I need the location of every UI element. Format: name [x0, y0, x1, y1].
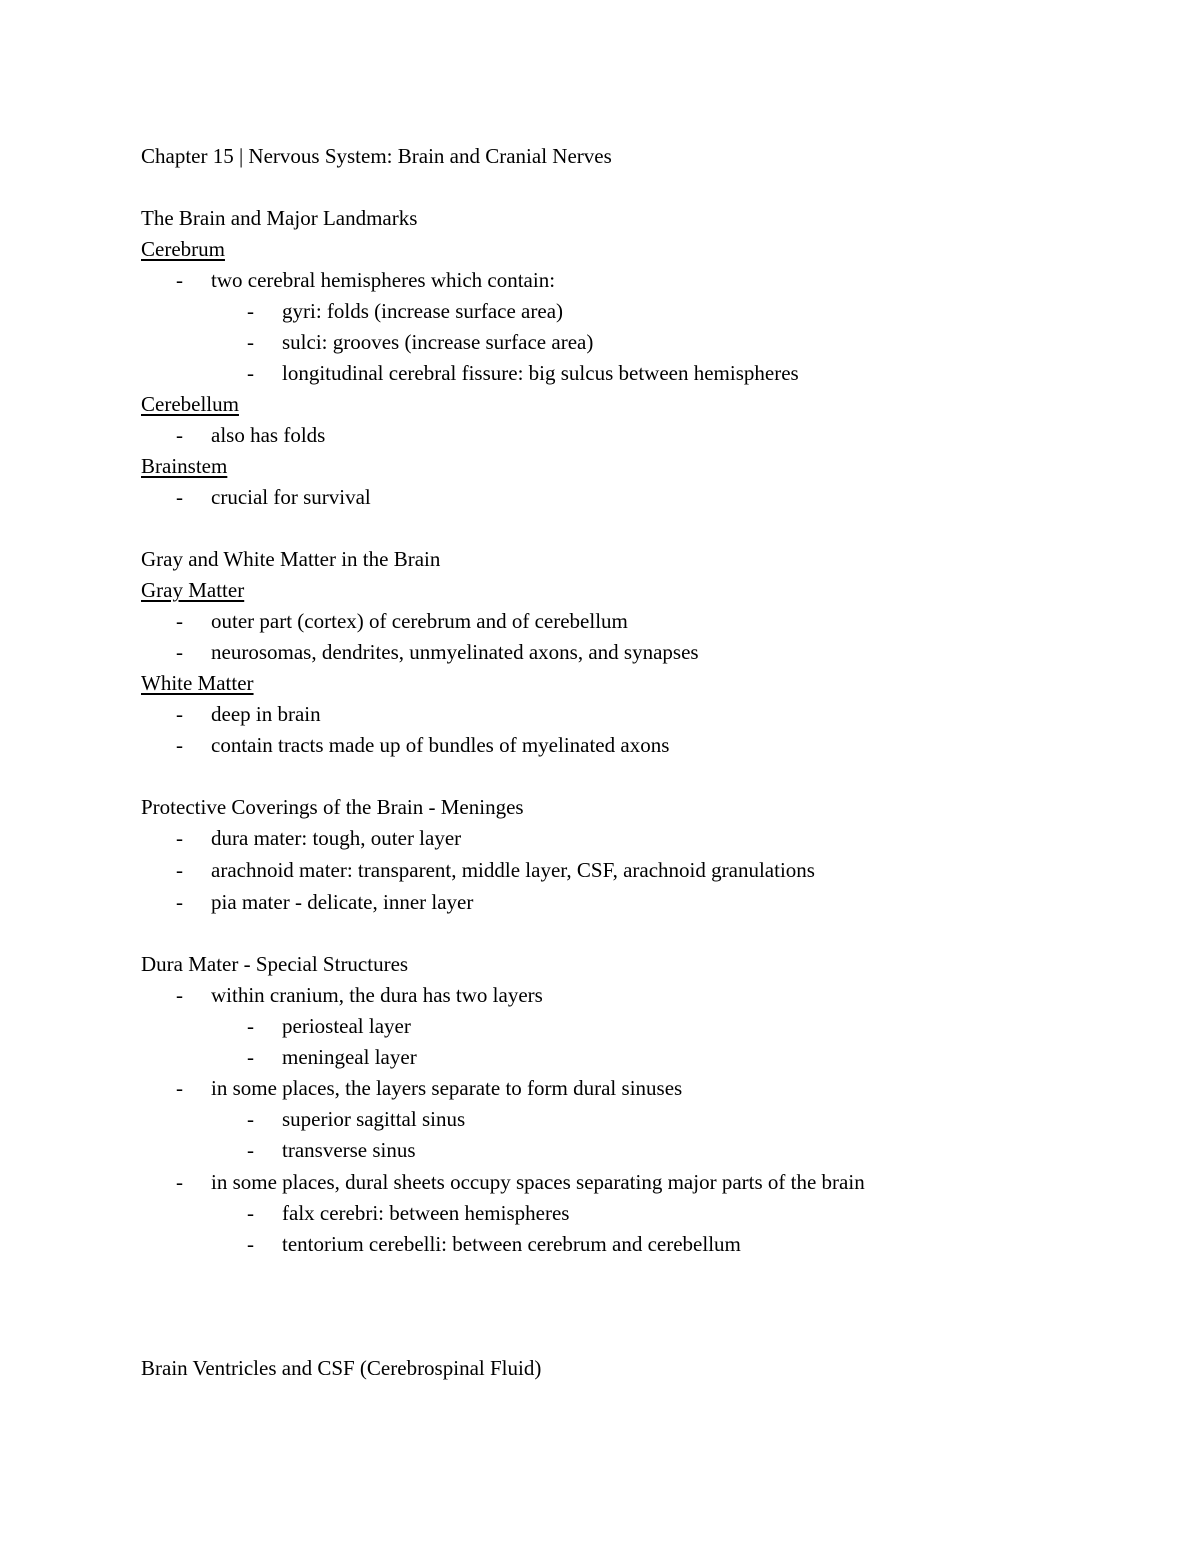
- section-heading: The Brain and Major Landmarks: [141, 206, 418, 230]
- bullet-dash: -: [176, 268, 183, 292]
- bullet-dash: -: [176, 1076, 183, 1100]
- section-heading: Protective Coverings of the Brain - Meninges: [141, 795, 524, 819]
- subsection-heading: Brainstem: [141, 454, 228, 478]
- list-item-text: arachnoid mater: transparent, middle layer, CSF, arachnoid granulations: [211, 858, 815, 882]
- bullet-dash: -: [176, 1170, 183, 1194]
- subsection-heading: Gray Matter: [141, 578, 245, 602]
- bullet-dash: -: [176, 826, 183, 850]
- list-item-text: contain tracts made up of bundles of myelinated axons: [211, 733, 670, 757]
- bullet-dash: -: [247, 1107, 254, 1131]
- bullet-dash: -: [176, 702, 183, 726]
- list-item-text: superior sagittal sinus: [282, 1107, 466, 1131]
- bullet-dash: -: [247, 361, 254, 385]
- bullet-dash: -: [247, 330, 254, 354]
- list-item-text: falx cerebri: between hemispheres: [282, 1201, 570, 1225]
- list-item-text: crucial for survival: [211, 485, 371, 509]
- bullet-dash: -: [247, 1045, 254, 1069]
- list-item-text: gyri: folds (increase surface area): [282, 299, 564, 323]
- list-item-text: meningeal layer: [282, 1045, 417, 1069]
- list-item-text: pia mater - delicate, inner layer: [211, 890, 474, 914]
- subsection-heading: Cerebellum: [141, 392, 239, 416]
- bullet-dash: -: [176, 890, 183, 914]
- bullet-dash: -: [176, 609, 183, 633]
- bullet-dash: -: [176, 485, 183, 509]
- section-heading: Gray and White Matter in the Brain: [141, 547, 441, 571]
- bullet-dash: -: [247, 299, 254, 323]
- list-item-text: longitudinal cerebral fissure: big sulcus between hemispheres: [282, 361, 799, 385]
- section-heading: Brain Ventricles and CSF (Cerebrospinal Fluid): [141, 1356, 542, 1380]
- bullet-dash: -: [176, 983, 183, 1007]
- subsection-heading: Cerebrum: [141, 237, 225, 261]
- bullet-dash: -: [247, 1201, 254, 1225]
- list-item-text: tentorium cerebelli: between cerebrum and cerebellum: [282, 1232, 741, 1256]
- bullet-dash: -: [176, 423, 183, 447]
- list-item-text: two cerebral hemispheres which contain:: [211, 268, 556, 292]
- bullet-dash: -: [247, 1138, 254, 1162]
- list-item-text: periosteal layer: [282, 1014, 411, 1038]
- list-item-text: sulci: grooves (increase surface area): [282, 330, 594, 354]
- list-item-text: neurosomas, dendrites, unmyelinated axons, and synapses: [211, 640, 699, 664]
- list-item-text: dura mater: tough, outer layer: [211, 826, 462, 850]
- bullet-dash: -: [176, 858, 183, 882]
- list-item-text: outer part (cortex) of cerebrum and of cerebellum: [211, 609, 628, 633]
- list-item-text: in some places, the layers separate to form dural sinuses: [211, 1076, 683, 1100]
- bullet-dash: -: [176, 733, 183, 757]
- list-item-text: also has folds: [211, 423, 326, 447]
- bullet-dash: -: [247, 1232, 254, 1256]
- bullet-dash: -: [247, 1014, 254, 1038]
- subsection-heading: White Matter: [141, 671, 254, 695]
- list-item-text: transverse sinus: [282, 1138, 416, 1162]
- bullet-dash: -: [176, 640, 183, 664]
- section-heading: Dura Mater - Special Structures: [141, 952, 409, 976]
- list-item-text: deep in brain: [211, 702, 321, 726]
- list-item-text: in some places, dural sheets occupy spaces separating major parts of the brain: [211, 1170, 865, 1194]
- list-item-text: within cranium, the dura has two layers: [211, 983, 543, 1007]
- document-title: Chapter 15 | Nervous System: Brain and Cranial Nerves: [141, 144, 612, 168]
